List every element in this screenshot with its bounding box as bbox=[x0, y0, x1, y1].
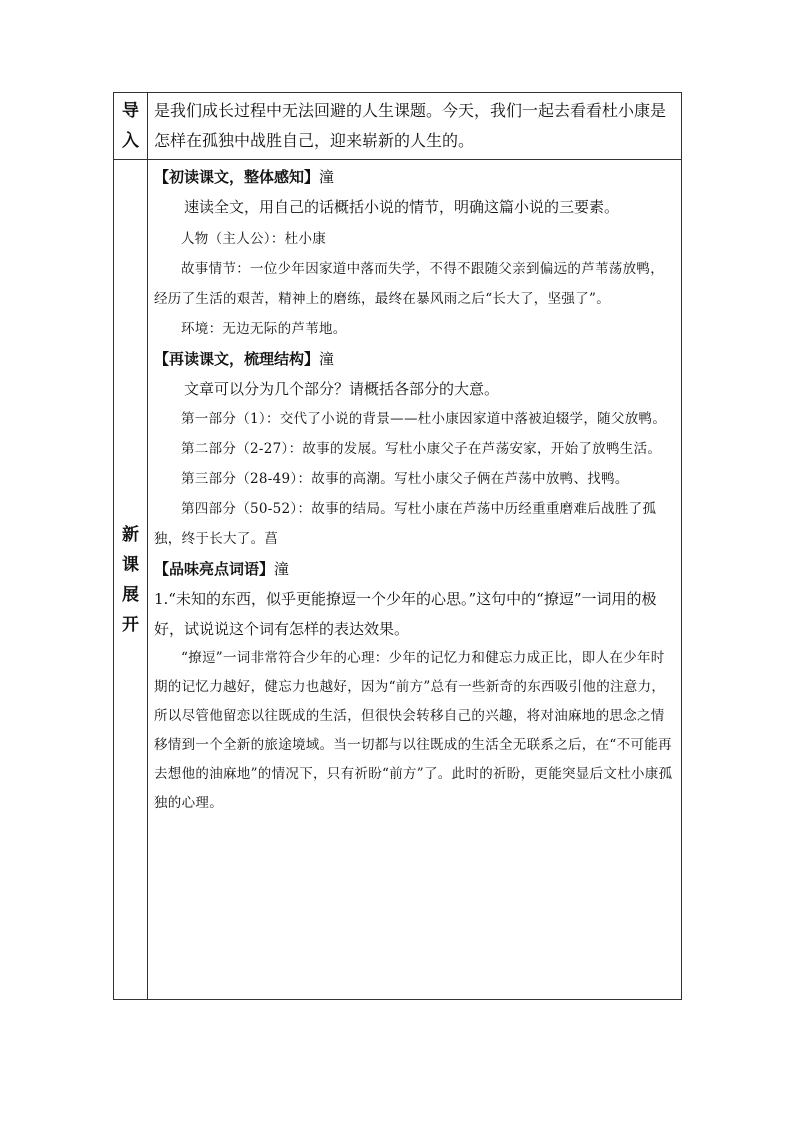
new-lesson-label-char: 开 bbox=[122, 614, 139, 635]
new-lesson-row bbox=[114, 160, 682, 1000]
section1-character: 人物（主人公）：杜小康 bbox=[181, 231, 327, 247]
new-lesson-label bbox=[114, 160, 148, 1000]
intro-label-char: 入 bbox=[122, 131, 139, 151]
new-lesson-content bbox=[148, 160, 682, 1000]
section1-heading: 【初读课文，整体感知】潼 bbox=[154, 168, 335, 186]
lesson-plan-table bbox=[113, 92, 682, 1000]
intro-label bbox=[114, 93, 148, 160]
new-lesson-label-char: 新 bbox=[122, 524, 139, 545]
section2-part: 第二部分（2-27）：故事的发展。写杜小康父子在芦荡安家，开始了放鸭生活。 bbox=[181, 441, 662, 457]
section3-mark: 潼 bbox=[274, 560, 290, 578]
section3-heading: 【品味亮点词语】潼 bbox=[154, 560, 290, 578]
section3-answer: “撩逗”一词非常符合少年的心理：少年的记忆力和健忘力成正比，即人在少年时期的记忆力越好，健忘力也越好，因为“前方”总有一些新奇的东西吸引他的注意力，所以尽管他留恋以往既成的生活，但很快会转移自己的兴趣，将对油麻地的思念之情移情到一个全新的旅途境域。当一切都与以往既成的生活全无联系之后，在“不可能再去想他的油麻地”的情况下，只有祈盼“前方”了。此时的祈盼，更能突显后文杜小康孤独的心理。 bbox=[154, 650, 673, 811]
intro-row bbox=[114, 93, 682, 160]
section2-task: 文章可以分为几个部分？请概括各部分的大意。 bbox=[184, 380, 500, 398]
new-lesson-label-char: 课 bbox=[122, 554, 139, 575]
intro-content bbox=[148, 93, 682, 160]
new-lesson-label-char: 展 bbox=[122, 584, 139, 605]
section2-mark: 潼 bbox=[319, 350, 335, 368]
section3-question: 1.“未知的东西，似乎更能撩逗一个少年的心思。”这句中的“撩逗”一词用的极好，试说说这个词有怎样的表达效果。 bbox=[154, 590, 657, 638]
intro-label-char: 导 bbox=[122, 101, 139, 121]
section1-plot: 故事情节：一位少年因家道中落而失学，不得不跟随父亲到偏远的芦苇荡放鸭，经历了生活的艰苦，精神上的磨练，最终在暴风雨之后“长大了，坚强了”。 bbox=[154, 261, 664, 307]
section1-setting: 环境：无边无际的芦苇地。 bbox=[181, 321, 347, 337]
section2-tail-mark: 菖 bbox=[264, 531, 279, 547]
section2-part: 第一部分（1）：交代了小说的背景——杜小康因家道中落被迫辍学，随父放鸭。 bbox=[181, 411, 667, 427]
section2-heading: 【再读课文，梳理结构】潼 bbox=[154, 350, 335, 368]
section1-task: 速读全文，用自己的话概括小说的情节，明确这篇小说的三要素。 bbox=[184, 198, 620, 216]
section1-mark: 潼 bbox=[319, 168, 335, 186]
intro-text: 是我们成长过程中无法回避的人生课题。今天，我们一起去看看杜小康是怎样在孤独中战胜自己，迎来崭新的人生的。 bbox=[154, 101, 667, 150]
section2-part: 第三部分（28-49）：故事的高潮。写杜小康父子俩在芦荡中放鸭、找鸭。 bbox=[181, 471, 629, 487]
section2-part: 第四部分（50-52）：故事的结局。写杜小康在芦荡中历经重重磨难后战胜了孤独，终于长大了。菖 bbox=[154, 501, 657, 547]
